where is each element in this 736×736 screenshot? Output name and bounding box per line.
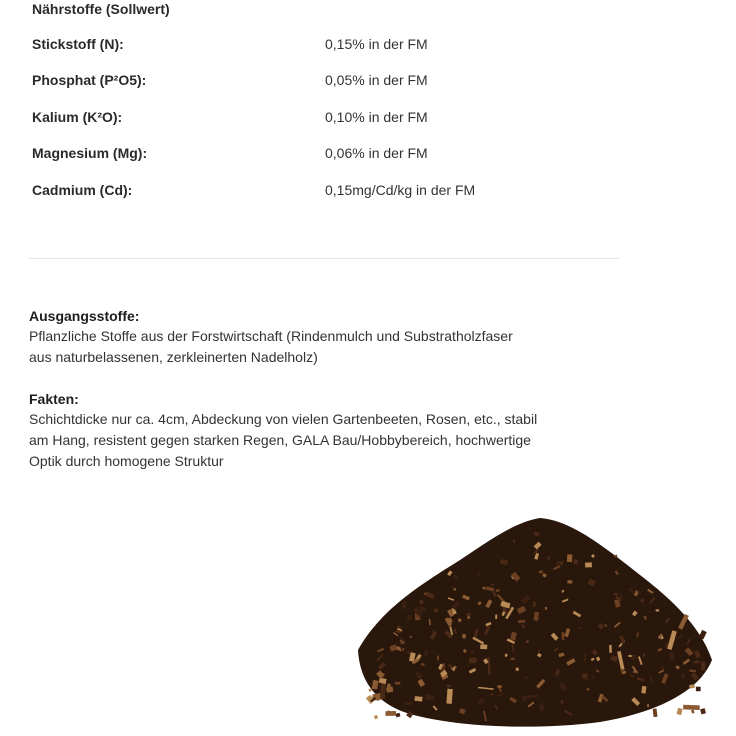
mulch-chip <box>578 627 582 629</box>
nutrient-label: Kalium (K²O): <box>32 108 123 125</box>
nutrient-label: Cadmium (Cd): <box>32 181 133 198</box>
nutrient-row <box>32 109 632 145</box>
nutrient-value: 0,15% in der FM <box>325 36 428 52</box>
nutrient-row <box>32 36 632 72</box>
mulch-chip <box>437 656 439 661</box>
nutrient-value: 0,05% in der FM <box>325 72 428 89</box>
mulch-chip <box>677 708 683 715</box>
mulch-chip <box>410 636 413 638</box>
facts-text-line: am Hang, resistent gegen starken Regen, GALA Bau/Hobbybereich, hochwertige <box>29 432 531 448</box>
nutrients-heading: Nährstoffe (Sollwert) <box>32 1 170 17</box>
mulch-chip <box>643 653 646 657</box>
origin-text-line: Pflanzliche Stoffe aus der Forstwirtschaft (Rindenmulch und Substratholzfaser <box>29 328 513 344</box>
nutrient-row <box>32 182 632 218</box>
mulch-chip <box>420 606 426 611</box>
mulch-chip <box>701 662 705 671</box>
mulch-chip <box>656 609 660 611</box>
mulch-chip <box>683 705 700 710</box>
mulch-chip <box>647 704 649 707</box>
mulch-chip <box>518 620 525 623</box>
mulch-pile <box>358 518 712 727</box>
origin-title: Ausgangsstoffe: <box>29 308 140 324</box>
mulch-chip <box>534 612 539 621</box>
mulch-chip <box>516 668 519 671</box>
mulch-chip <box>700 708 706 714</box>
mulch-chip <box>414 696 422 701</box>
mulch-chip <box>446 689 452 704</box>
section-divider <box>29 258 619 259</box>
facts-title: Fakten: <box>29 391 79 407</box>
mulch-chip <box>694 661 700 664</box>
nutrient-value: 0,10% in der FM <box>325 108 428 125</box>
nutrients-table <box>32 36 632 218</box>
mulch-chip <box>402 601 407 608</box>
mulch-chip <box>582 673 588 678</box>
mulch-chip <box>585 562 592 567</box>
mulch-chip <box>560 561 564 564</box>
mulch-chip <box>374 715 378 719</box>
mulch-chip <box>470 651 474 654</box>
mulch-chip <box>604 624 607 627</box>
mulch-chip <box>620 594 622 600</box>
mulch-chip <box>385 711 396 716</box>
mulch-chip <box>573 559 578 564</box>
nutrient-row <box>32 72 632 108</box>
mulch-chip <box>500 559 508 565</box>
mulch-chip <box>495 615 497 619</box>
nutrient-value: 0,15mg/Cd/kg in der FM <box>325 181 476 198</box>
mulch-chip <box>691 709 695 713</box>
bark-mulch-image <box>340 500 736 736</box>
facts-section <box>29 389 629 472</box>
mulch-chip <box>649 610 651 613</box>
origin-text-line: aus naturbelassenen, zerkleinerten Nadelholz) <box>29 349 318 365</box>
nutrient-label: Phosphat (P²O5): <box>32 72 147 89</box>
mulch-chip <box>458 618 462 622</box>
mulch-chip <box>396 713 401 718</box>
mulch-chip <box>483 587 486 590</box>
mulch-chip <box>592 676 595 679</box>
nutrient-label: Magnesium (Mg): <box>32 145 148 162</box>
mulch-chip <box>513 540 515 543</box>
nutrient-value: 0,06% in der FM <box>325 145 428 162</box>
mulch-chip <box>462 634 465 638</box>
mulch-chip <box>539 571 543 574</box>
mulch-chip <box>567 580 572 584</box>
facts-text-line: Optik durch homogene Struktur <box>29 453 224 469</box>
mulch-chip <box>469 657 477 663</box>
mulch-chip <box>632 655 637 660</box>
origin-section <box>29 306 629 368</box>
facts-text-line: Schichtdicke nur ca. 4cm, Abdeckung von vielen Gartenbeeten, Rosen, etc., stabil <box>29 411 538 427</box>
mulch-chip <box>696 687 701 692</box>
mulch-chip <box>454 588 457 590</box>
mulch-chip <box>669 652 674 660</box>
mulch-chip <box>609 645 612 653</box>
nutrient-label: Stickstoff (N): <box>32 36 124 52</box>
mulch-chip <box>653 708 658 717</box>
nutrient-row <box>32 145 632 181</box>
mulch-chip <box>497 685 502 688</box>
mulch-chip <box>614 593 618 595</box>
mulch-chip <box>395 682 400 685</box>
mulch-chip <box>480 644 487 649</box>
mulch-chip <box>567 554 573 562</box>
